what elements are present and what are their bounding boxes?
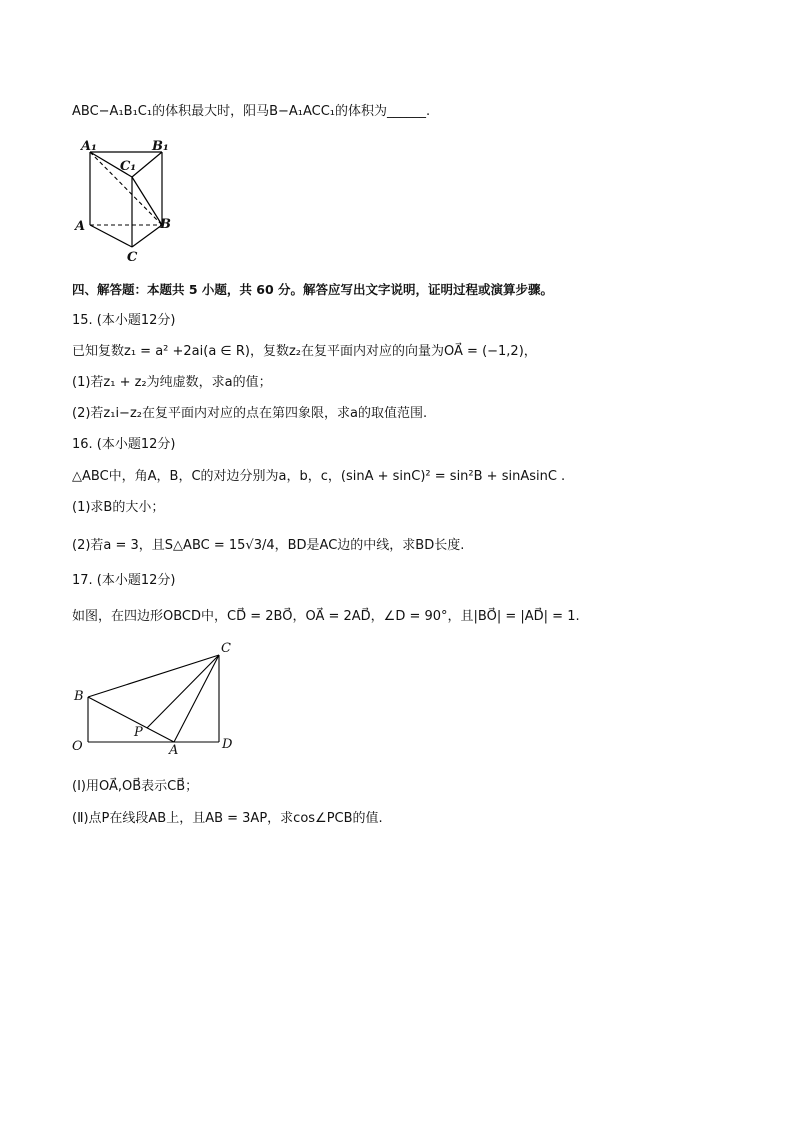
label-B: B <box>160 217 171 232</box>
label-B1: B₁ <box>152 139 169 154</box>
label-A1: A₁ <box>81 139 97 154</box>
q15-header: 15. (本小题12分) <box>72 313 176 328</box>
label-O: O <box>72 739 83 754</box>
edge-C1-B1 <box>132 152 162 177</box>
q16-part2: (2)若a = 3，且S△ABC = 15√3/4，BD是AC边的中线，求BD长度. <box>72 538 465 553</box>
seg-C-P <box>147 655 219 728</box>
seg-B-C <box>88 655 219 697</box>
label-P: P <box>134 725 143 740</box>
label-C: C <box>221 641 231 656</box>
label-A: A <box>75 219 86 234</box>
edge-C1-B <box>132 177 162 225</box>
label-D: D <box>222 737 233 752</box>
edge-C-B <box>132 225 162 247</box>
q15-stem: 已知复数z₁ = a² +2ai(a ∈ R)，复数z₂在复平面内对应的向量为OA⃗ = (−1,2)， <box>72 344 537 359</box>
seg-C-A <box>174 655 219 742</box>
prism-figure <box>72 135 192 265</box>
q16-stem: △ABC中，角A，B，C的对边分别为a，b，c，(sinA + sinC)² = sin²B + sinAsinC . <box>72 469 566 484</box>
edge-A-C <box>90 225 132 247</box>
quadrilateral-figure <box>68 638 248 763</box>
q17-header: 17. (本小题12分) <box>72 573 176 588</box>
label-C: C <box>127 250 138 265</box>
q16-header: 16. (本小题12分) <box>72 437 176 452</box>
q14-tail-text: ABC−A₁B₁C₁的体积最大时，阳马B−A₁ACC₁的体积为______. <box>72 104 431 119</box>
q17-stem: 如图，在四边形OBCD中，CD⃗ = 2BO⃗，OA⃗ = 2AD⃗，∠D = 90°，且|BO⃗| = |AD⃗| = 1. <box>72 609 580 624</box>
label-A: A <box>169 743 179 758</box>
label-C1: C₁ <box>120 159 137 174</box>
q17-part2: (Ⅱ)点P在线段AB上，且AB = 3AP，求cos∠PCB的值. <box>72 811 383 826</box>
q15-part2: (2)若z₁i−z₂在复平面内对应的点在第四象限，求a的取值范围. <box>72 406 428 421</box>
section-heading: 四、解答题：本题共 5 小题，共 60 分。解答应写出文字说明，证明过程或演算步骤。 <box>72 282 554 297</box>
q15-part1: (1)若z₁ + z₂为纯虚数，求a的值； <box>72 375 272 390</box>
q17-part1: (Ⅰ)用OA⃗,OB⃗表示CB⃗； <box>72 779 199 794</box>
label-B: B <box>74 689 84 704</box>
q16-part1: (1)求B的大小； <box>72 500 165 515</box>
seg-B-A <box>88 697 174 742</box>
